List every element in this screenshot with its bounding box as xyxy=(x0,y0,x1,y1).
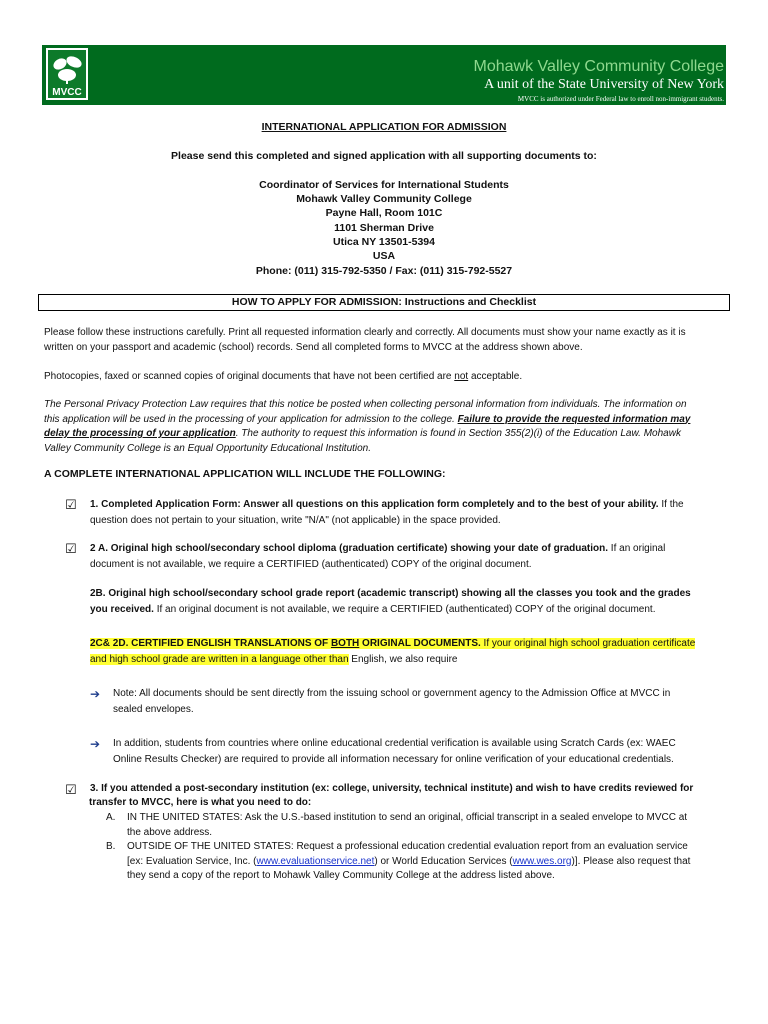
privacy-warning: delay the processing of your application xyxy=(44,428,236,439)
howto-heading: HOW TO APPLY FOR ADMISSION: Instructions and Checklist xyxy=(231,296,537,308)
item-text: If an original xyxy=(608,543,666,554)
checklist-heading: A COMPLETE INTERNATIONAL APPLICATION WILL INCLUDE THE FOLLOWING: xyxy=(44,468,446,480)
option-text: they send a copy of the report to Mohawk Valley Community College at the address listed above. xyxy=(127,870,555,881)
privacy-warning: Failure to provide the requested information may xyxy=(457,413,691,425)
item-title: 2B. Original high school/secondary school grade report (academic transcript) showing all the classes you took and the grades xyxy=(90,588,691,599)
paragraph-text: . The authority to request this information is found in Section 355(2)(i) of the Education Law. Mohawk xyxy=(235,428,681,439)
item-title: transfer to MVCC, here is what you need to do: xyxy=(89,797,312,808)
paragraph-text: acceptable. xyxy=(468,371,523,382)
paragraph-line: Please follow these instructions carefully. Print all requested information clearly and correctly. All documents must show your name exactly as it is xyxy=(44,327,686,338)
checkbox-icon: ☑ xyxy=(65,542,77,557)
address-line: USA xyxy=(372,250,396,262)
item-text: document is not available, we require a CERTIFIED (authenticated) COPY of the original document. xyxy=(90,559,532,570)
checkbox-icon: ☑ xyxy=(65,498,77,513)
address-line: Payne Hall, Room 101C xyxy=(325,207,443,219)
instructions-paragraph xyxy=(44,326,716,355)
item-title: 1. Completed Application Form: Answer all questions on this application form completely and to the best of your ability. xyxy=(90,499,659,510)
item-title: 3. If you attended a post-secondary institution (ex: college, university, technical institute) and wish to have credits reviewed for xyxy=(90,783,694,794)
option-text: [ex: Evaluation Service, Inc. ( xyxy=(127,855,257,867)
option-in-us xyxy=(127,811,687,840)
item-text: If your original high school graduation certificate xyxy=(480,638,696,649)
note-text: Note: All documents should be sent directly from the issuing school or government agency to the Admission Office at MVCC in xyxy=(113,688,671,699)
checklist-item-application-form xyxy=(90,497,720,529)
address-line: 1101 Sherman Drive xyxy=(334,222,434,234)
item-title: 2C& 2D. CERTIFIED ENGLISH TRANSLATIONS OF xyxy=(90,638,331,649)
arrow-right-icon: ➔ xyxy=(90,737,101,751)
emphasis-not: not xyxy=(454,371,469,382)
authorization-line: MVCC is authorized under Federal law to enroll non-immigrant students. xyxy=(517,95,724,103)
paragraph-line: Valley Community College is an Equal Opportunity Educational Institution. xyxy=(44,442,372,454)
note-text: In addition, students from countries where online educational credential verification is available using Scratch Cards (ex: WAEC xyxy=(113,738,676,749)
checklist-item-post-secondary xyxy=(90,782,720,810)
note-direct-delivery xyxy=(113,686,713,718)
college-name: Mohawk Valley Community College xyxy=(473,58,724,75)
checklist-item-transcript xyxy=(90,586,720,618)
option-text: ) or World Education Services ( xyxy=(374,855,513,867)
checklist-item-translations xyxy=(90,636,720,668)
paragraph-text: this application will be used in the processing of your application for admission to the college. xyxy=(44,413,458,425)
item-title: ORIGINAL DOCUMENTS. xyxy=(359,638,481,649)
suny-unit-line: A unit of the State University of New York xyxy=(484,77,724,92)
form-title: INTERNATIONAL APPLICATION FOR ADMISSION xyxy=(261,121,507,133)
item-text: question does not pertain to your situation, write "N/A" (not applicable) in the space provided. xyxy=(90,515,501,526)
address-line: Utica NY 13501-5394 xyxy=(333,236,435,248)
arrow-right-icon: ➔ xyxy=(90,687,101,701)
item-title: you received. xyxy=(90,604,154,615)
checklist-item-diploma xyxy=(90,541,720,573)
evaluationservice-link[interactable]: www.evaluationservice.net xyxy=(256,855,375,867)
paragraph-line: written on your passport and academic (school) records. Send all completed forms to MVCC at the address shown above. xyxy=(44,341,583,353)
note-scratch-cards xyxy=(113,736,713,768)
highlighted-text: and high school grade are written in a language other than xyxy=(90,654,349,665)
item-title: 2 A. Original high school/secondary school diploma (graduation certificate) showing your date of graduation. xyxy=(90,543,609,554)
svg-text:MVCC: MVCC xyxy=(52,87,82,98)
address-line: Mohawk Valley Community College xyxy=(296,193,472,205)
address-line: Coordinator of Services for International Students xyxy=(259,179,509,191)
paragraph-line: The Personal Privacy Protection Law requires that this notice be posted when collecting personal information from individuals. The information on xyxy=(44,399,687,410)
privacy-notice xyxy=(44,398,716,456)
note-text: Online Results Checker) are required to provide all information necessary for online verification of your educational credentials. xyxy=(113,754,674,765)
option-text: the above address. xyxy=(127,826,213,838)
mvcc-logo-icon xyxy=(46,48,88,100)
checkbox-icon: ☑ xyxy=(65,783,77,798)
option-outside-us xyxy=(127,840,690,884)
note-text: sealed envelopes. xyxy=(113,704,194,715)
option-text: IN THE UNITED STATES: Ask the U.S.-based institution to send an original, official transcript in a sealed envelope to MVCC at xyxy=(127,812,688,823)
copies-paragraph xyxy=(44,370,716,385)
item-text: English, we also require xyxy=(348,654,458,665)
send-instruction: Please send this completed and signed application with all supporting documents to: xyxy=(171,150,597,162)
wes-link[interactable]: www.wes.org xyxy=(512,855,572,867)
option-text: OUTSIDE OF THE UNITED STATES: Request a professional education credential evaluation report from an evaluation service xyxy=(127,841,688,852)
item-text: If an original document is not available, we require a CERTIFIED (authenticated) COPY of the original document. xyxy=(153,604,656,615)
list-marker-b: B. xyxy=(106,841,116,852)
list-marker-a: A. xyxy=(106,812,116,823)
paragraph-text: Photocopies, faxed or scanned copies of original documents that have not been certified are xyxy=(44,371,455,382)
howto-heading-box xyxy=(38,294,730,311)
emphasis-both: BOTH xyxy=(330,638,360,649)
option-text: )]. Please also request that xyxy=(571,855,691,867)
contact-phone-fax: Phone: (011) 315-792-5350 / Fax: (011) 315-792-5527 xyxy=(255,265,513,277)
item-text: If the xyxy=(658,499,684,510)
